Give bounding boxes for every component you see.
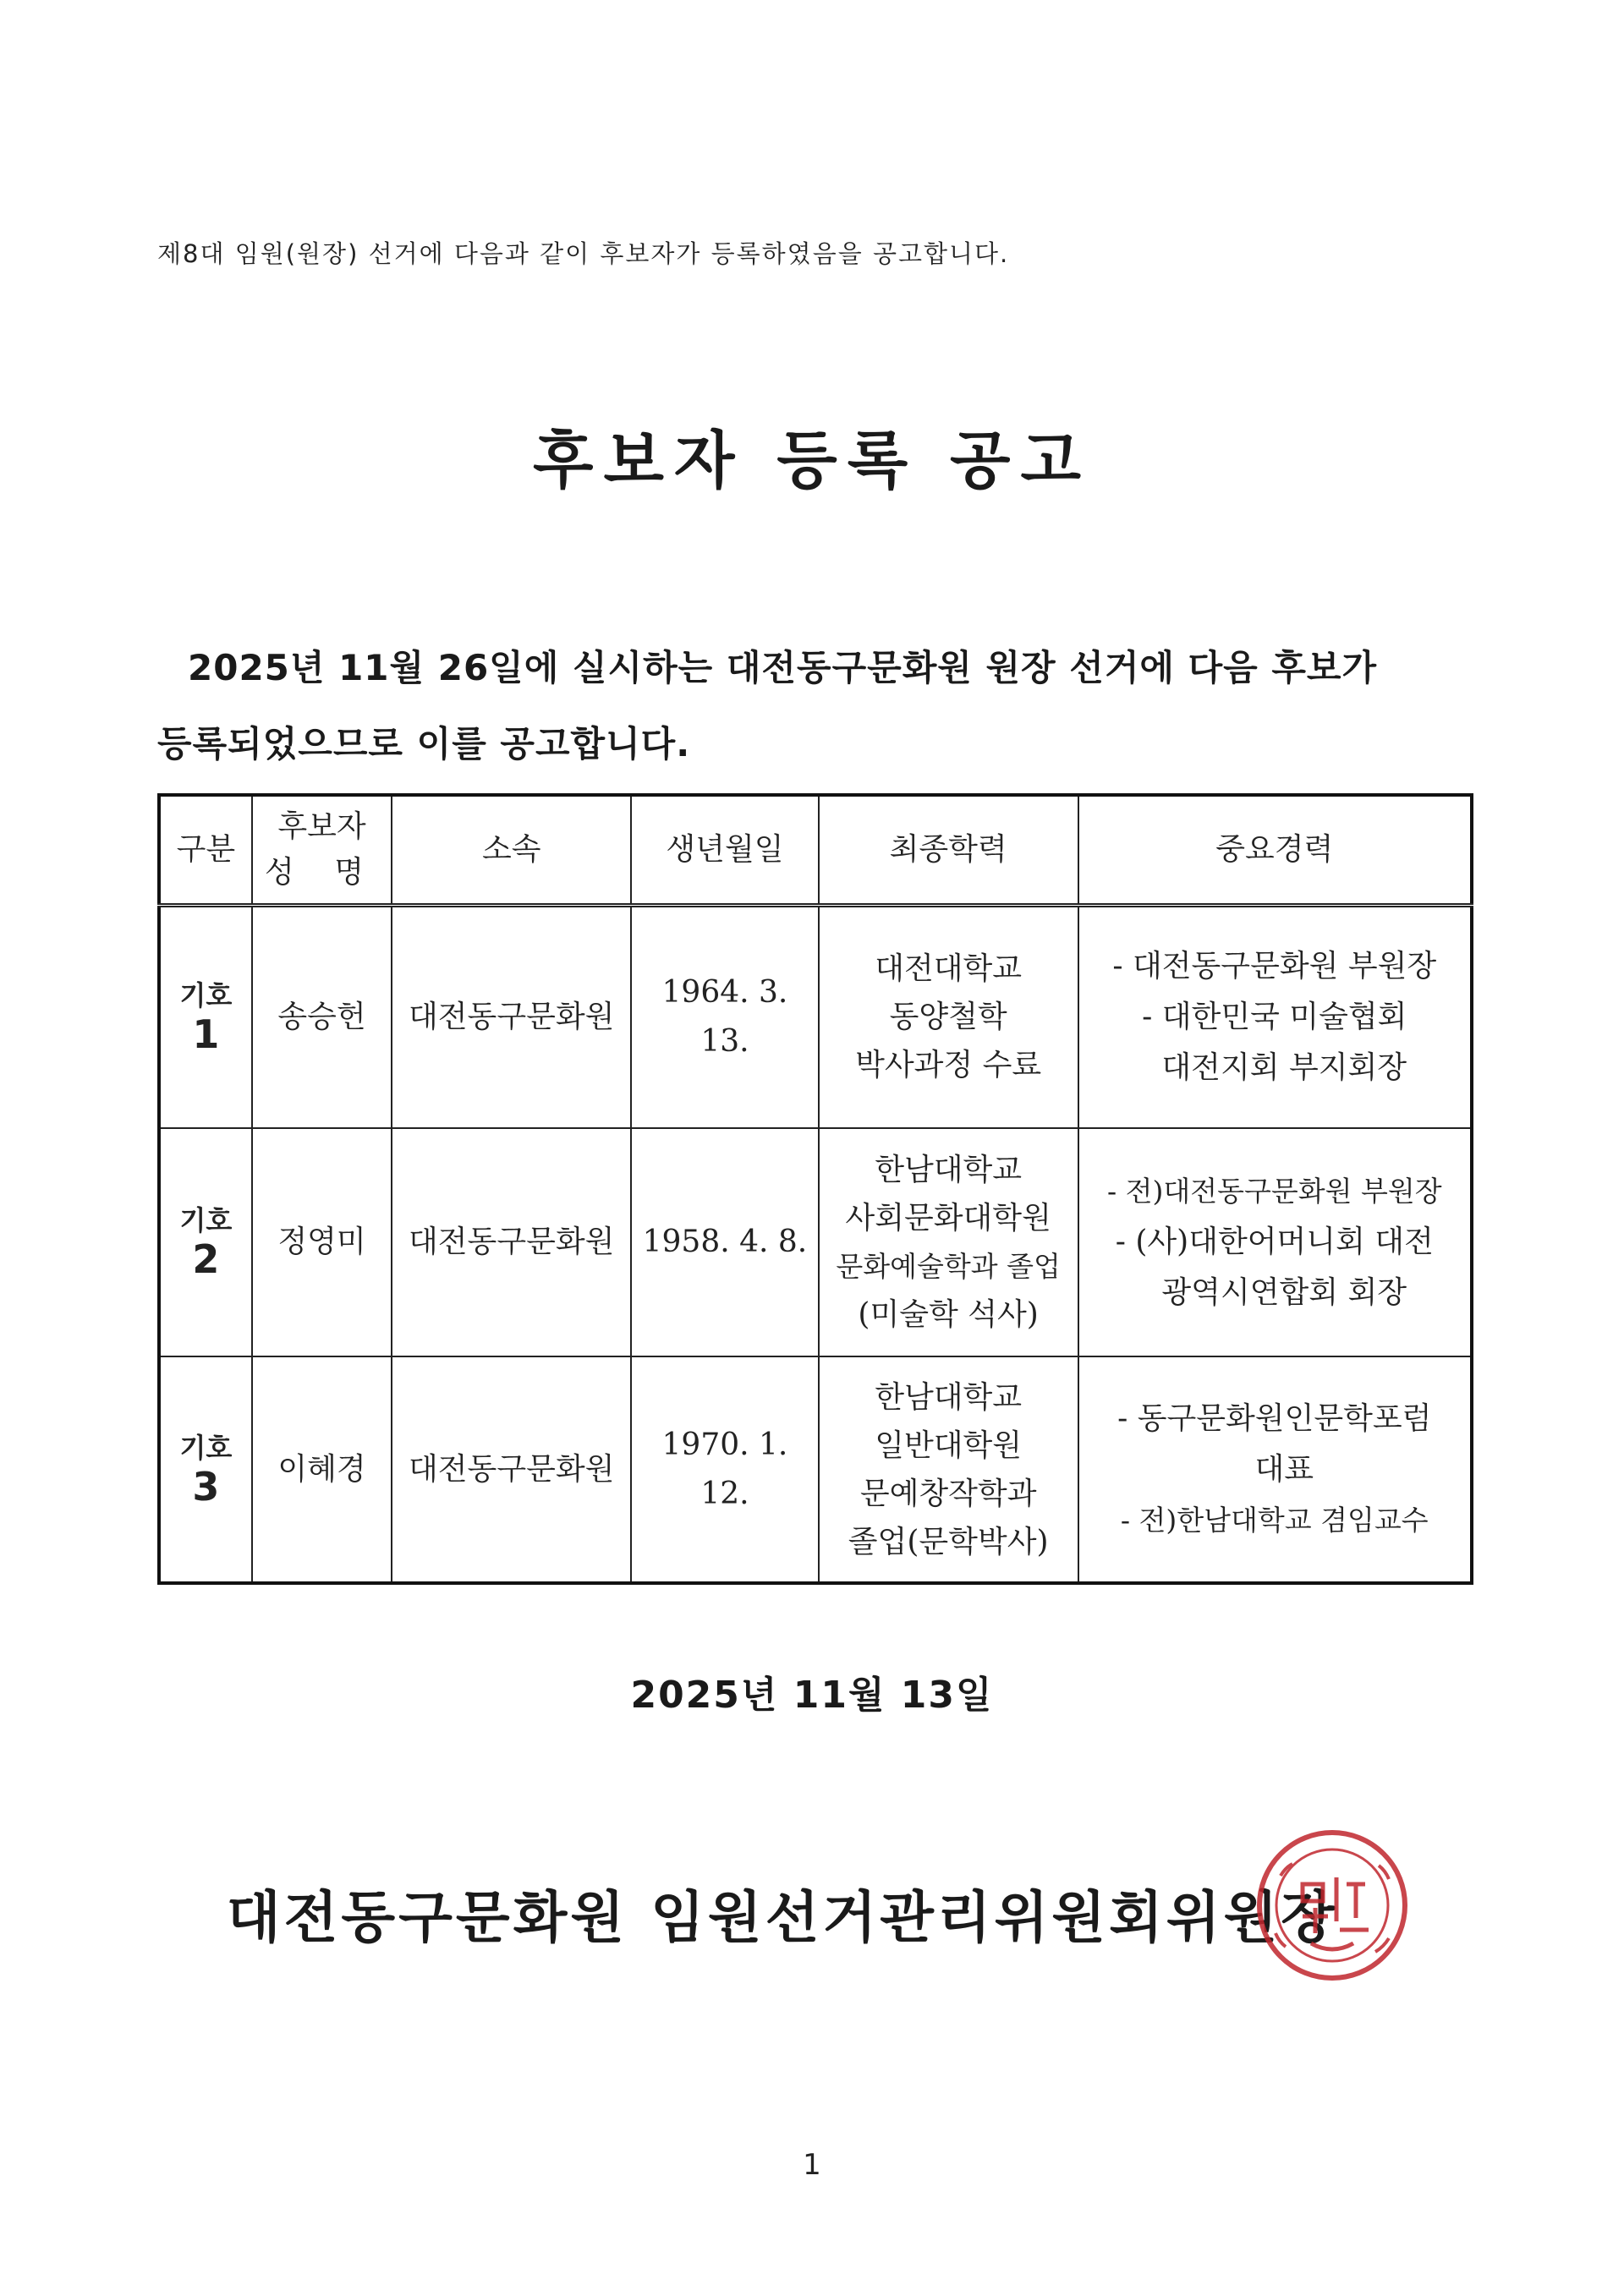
- career-line: - 전)한남대학교 겸임교수: [1120, 1503, 1429, 1537]
- education-line: 졸업(문학박사): [848, 1524, 1049, 1559]
- candidate-birth: 1958. 4. 8.: [631, 1128, 819, 1356]
- issuer-name: 대전동구문화원 임원선거관리위원회위원장: [226, 1885, 1339, 1950]
- career-line: 대표: [1235, 1451, 1314, 1487]
- education-line: (미술학 석사): [858, 1297, 1039, 1332]
- table-row: [159, 1356, 1472, 1583]
- header-category: 구분: [159, 795, 252, 905]
- candidate-number-cell: [159, 1128, 252, 1356]
- career-line: - 대전동구문화원 부원장: [1112, 948, 1437, 984]
- candidate-education: [819, 1356, 1078, 1583]
- candidate-education: [819, 905, 1078, 1128]
- header-birth: 생년월일: [631, 795, 819, 905]
- candidate-number-label: 기호: [179, 978, 233, 1011]
- header-name-line-2: 성 명: [264, 854, 379, 890]
- education-line: 한남대학교: [875, 1379, 1023, 1415]
- candidate-number: 1: [192, 1011, 220, 1057]
- official-seal-icon: [1252, 1825, 1413, 1986]
- education-line: 한남대학교: [875, 1153, 1023, 1187]
- career-line: - 대한민국 미술협회: [1142, 999, 1407, 1034]
- intro-paragraph: [157, 630, 1477, 782]
- candidate-number-cell: [159, 905, 252, 1128]
- career-line: 광역시연합회 회장: [1142, 1275, 1407, 1310]
- education-line: 사회문화대학원: [845, 1201, 1051, 1236]
- candidate-affiliation: 대전동구문화원: [392, 1356, 631, 1583]
- intro-line-2: 등록되었으므로 이를 공고합니다.: [157, 723, 691, 764]
- education-line: 동양철학: [889, 1000, 1007, 1035]
- candidate-affiliation: 대전동구문화원: [392, 905, 631, 1128]
- header-candidate-name: [252, 795, 392, 905]
- candidate-number-label: 기호: [179, 1204, 233, 1236]
- candidate-name: 이혜경: [252, 1356, 392, 1583]
- candidate-table: [157, 793, 1473, 1585]
- candidate-education: [819, 1128, 1078, 1356]
- candidate-career: [1078, 1128, 1472, 1356]
- candidate-name: 송승헌: [252, 905, 392, 1128]
- education-line: 박사과정 수료: [855, 1048, 1042, 1083]
- career-line: 대전지회 부지회장: [1142, 1049, 1407, 1085]
- career-line: - (사)대한어머니회 대전: [1115, 1225, 1434, 1259]
- header-affiliation: 소속: [392, 795, 631, 905]
- education-line: 일반대학원: [875, 1427, 1023, 1463]
- education-line: 문예창작학과: [859, 1476, 1037, 1511]
- candidate-number: 3: [192, 1463, 220, 1510]
- header-name-line-1: 후보자: [277, 808, 366, 844]
- table-row: [159, 905, 1472, 1128]
- career-line: - 동구문화원인문학포럼: [1117, 1400, 1432, 1436]
- header-note: 제8대 임원(원장) 선거에 다음과 같이 후보자가 등록하였음을 공고합니다.: [157, 239, 1010, 268]
- page-number: 1: [803, 2148, 821, 2182]
- candidate-number-label: 기호: [179, 1431, 233, 1464]
- header-education: 최종학력: [819, 795, 1078, 905]
- intro-line-1: 2025년 11월 26일에 실시하는 대전동구문화원 원장 선거에 다음 후보가: [188, 647, 1378, 688]
- candidate-career: [1078, 1356, 1472, 1583]
- candidate-career: [1078, 905, 1472, 1128]
- candidate-name: 정영미: [252, 1128, 392, 1356]
- document-title: 후보자 등록 공고: [533, 425, 1091, 497]
- candidate-affiliation: 대전동구문화원: [392, 1128, 631, 1356]
- candidate-birth: 1964. 3. 13.: [631, 905, 819, 1128]
- header-career: 중요경력: [1078, 795, 1472, 905]
- candidate-number: 2: [192, 1236, 220, 1282]
- education-line: 문화예술학과 졸업: [836, 1250, 1061, 1283]
- career-line: - 전)대전동구문화원 부원장: [1106, 1175, 1442, 1208]
- announcement-date: 2025년 11월 13일: [630, 1674, 994, 1717]
- candidate-number-cell: [159, 1356, 252, 1583]
- candidate-birth: 1970. 1. 12.: [631, 1356, 819, 1583]
- table-row: [159, 1128, 1472, 1356]
- table-header-row: [159, 795, 1472, 905]
- education-line: 대전대학교: [875, 951, 1023, 987]
